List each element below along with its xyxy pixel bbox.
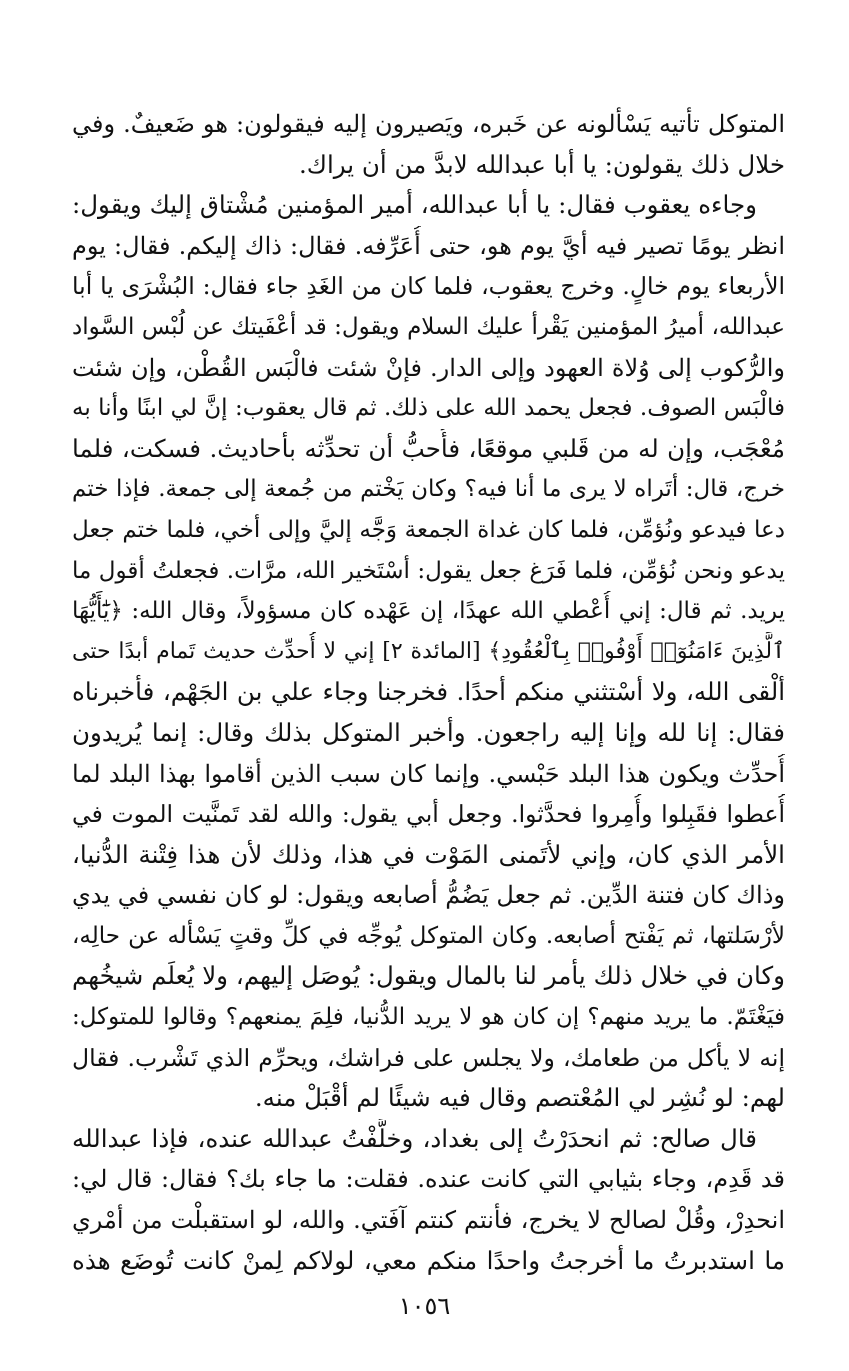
text-line: ما استدبرتُ ما أخرجتُ واحدًا منكم معي، لولاكم لِمنْ كانت تُوضَع هذه — [72, 1245, 785, 1275]
text-line: قد قَدِم، وجاء بثيابي التي كانت عنده. فقلت: ما جاء بك؟ فقال: قال لي: — [72, 1165, 785, 1194]
text-line: وذاك كان فتنة الدِّين. ثم جعل يَضُمُّ أصابعه ويقول: لو كان نفسي في يدي — [72, 881, 785, 910]
text-line: خرج، قال: أتَراه لا يرى ما أنا فيه؟ وكان يَخْتم من جُمعة إلى جمعة. فإذا ختم — [72, 476, 785, 503]
text-line: والرُّكوب إلى وُلاة العهود وإلى الدار. فإنْ شئت فالْبَس القُطْن، وإن شئت — [72, 353, 785, 382]
body-text — [72, 104, 785, 1281]
text-line: ٱلَّذِينَ ءَامَنُوٓا۟ أَوْفُوا۟ بِٱلْعُقُودِ﴾ [المائدة ٢] إني لا أُحدِّث حديث تَمام أبدًا حتى — [72, 638, 785, 664]
text-line: عبدالله، أميرُ المؤمنين يَقْرأ عليك السلام ويقول: قد أعْفَيتك عن لُبْس السَّواد — [72, 313, 785, 340]
text-line: دعا فيدعو ونُؤمِّن، فلما كان غداة الجمعة وَجَّه إليَّ وإلى أخي، فلما ختم جعل — [72, 516, 785, 543]
text-line: أُحدِّث ويكون هذا البلد حَبْسي. وإنما كان سبب الذين أقاموا بهذا البلد لما — [72, 759, 785, 788]
text-line: قال صالح: ثم انحدَرْتُ إلى بغداد، وخلَّفْتُ عبدالله عنده، فإذا عبدالله — [72, 1123, 757, 1153]
text-line: لهم: لو نُشِر لي المُعْتصم وقال فيه شيئًا لم أقْبَلْ منه. — [254, 1083, 785, 1113]
text-line: يدعو ونحن نُؤمِّن، فلما فَرَغ جعل يقول: أسْتَخير الله، مرَّات. فجعلتُ أقول ما — [72, 557, 785, 584]
text-line: الأمر الذي كان، وإني لأتَمنى المَوْت في هذا، وذلك لأن هذا فِتْنة الدُّنيا، — [72, 839, 785, 869]
text-line: لأرْسَلتها، ثم يَفْتح أصابعه. وكان المتوكل يُوجِّه في كلِّ وقتٍ يَسْأله عن حالِه، — [72, 922, 785, 949]
text-line: وجاءه يعقوب فقال: يا أبا عبدالله، أمير المؤمنين مُشْتاق إليك ويقول: — [72, 190, 757, 220]
text-line: انحدِرْ، وقُلْ لصالح لا يخرج، فأنتم كنتم آفَتي. والله، لو استقبلْت من أمْري — [72, 1206, 785, 1235]
text-line: انظر يومًا تصير فيه أيَّ يوم هو، حتى أُعَرِّفه. فقال: ذاك إليكم. فقال: يوم — [72, 231, 785, 260]
text-line: فقال: إنا لله وإنا إليه راجعون. وأخبر المتوكل بذلك وقال: إنما يُريدون — [72, 717, 785, 747]
text-line: خلال ذلك يقولون: يا أبا عبدالله لابدَّ من أن يراك. — [298, 149, 785, 179]
text-line: يريد. ثم قال: إني أُعْطي الله عهدًا، إن عَهْده كان مسؤولاً، وقال الله: ﴿يَٰٓأَيُّهَا — [72, 598, 785, 625]
text-line: الأربعاء يوم خالٍ. وخرج يعقوب، فلما كان من الغَدِ جاء فقال: البُشْرَى يا أبا — [72, 272, 785, 301]
text-line: إنه لا يأكل من طعامك، ولا يجلس على فراشك، ويحرِّم الذي تَشْرب. فقال — [72, 1043, 785, 1072]
text-line: مُعْجَب، وإن له من قَلبي موقعًا، فأُحبُّ أن تحدِّثه بأحاديث. فسكت، فلما — [72, 433, 785, 463]
text-line: المتوكل تأتيه يَسْألونه عن خَبره، ويَصيرون إليه فيقولون: هو ضَعيفٌ. وفي — [72, 110, 785, 138]
page-number: ١٠٥٦ — [398, 1292, 451, 1320]
text-line: أُعطوا فقَبِلوا وأُمِروا فحدَّثوا. وجعل أبي يقول: والله لقد تَمنَّيت الموت في — [72, 800, 785, 829]
text-line: فالْبَس الصوف. فجعل يحمد الله على ذلك. ثم قال يعقوب: إنَّ لي ابنًا وأنا به — [72, 395, 785, 422]
text-line: وكان في خلال ذلك يأمر لنا بالمال ويقول: يُوصَل إليهم، ولا يُعلَم شيخُهم — [72, 961, 785, 991]
text-line: ألْقى الله، ولا أسْتثني منكم أحدًا. فخرجنا وجاء علي بن الجَهْم، فأخبرناه — [72, 677, 785, 707]
text-line: فيَغْتَمّ. ما يريد منهم؟ إن كان هو لا يريد الدُّنيا، فلِمَ يمنعهم؟ وقالوا للمتوكل: — [72, 1004, 785, 1031]
